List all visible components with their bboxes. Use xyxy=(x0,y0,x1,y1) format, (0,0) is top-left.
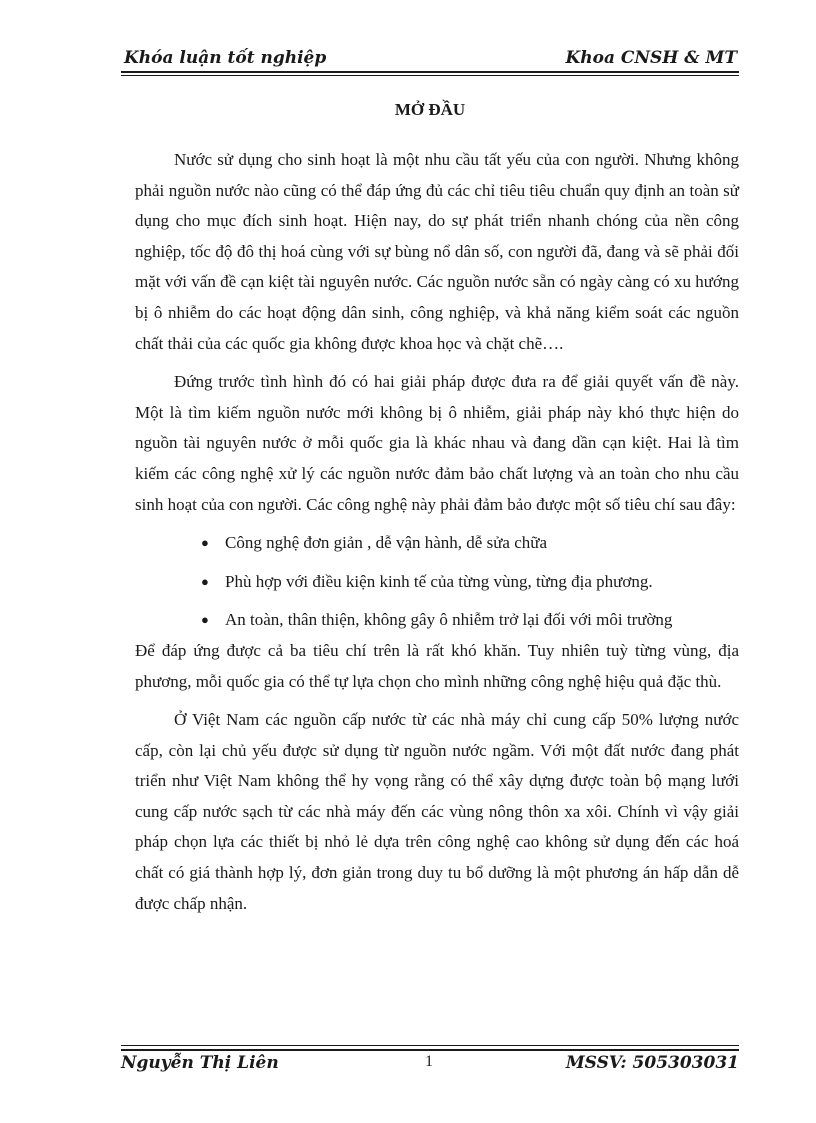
criteria-list xyxy=(135,528,739,636)
bullet-icon: ● xyxy=(201,612,209,628)
page-footer xyxy=(121,1053,739,1075)
list-item xyxy=(201,605,739,636)
section-title: MỞ ĐẦU xyxy=(394,100,466,119)
list-item xyxy=(201,528,739,559)
header-right-text: Khoa CNSH & MT xyxy=(565,48,737,68)
header-rule-thin xyxy=(121,75,739,76)
header-rule-thick xyxy=(121,71,739,73)
footer-student-id: MSSV: 505303031 xyxy=(565,1053,739,1073)
header-left-text: Khóa luận tốt nghiệp xyxy=(124,48,327,68)
page-header xyxy=(121,48,739,70)
footer-author: Nguyễn Thị Liên xyxy=(121,1053,279,1073)
bullet-icon: ● xyxy=(201,573,209,589)
paragraph-3: Để đáp ứng được cả ba tiêu chí trên là rất khó khăn. Tuy nhiên tuỳ từng vùng, địa phương, mỗi quốc gia có thể tự lựa chọn cho mình những công nghệ hiệu quả đặc thù. xyxy=(135,640,739,691)
list-item xyxy=(201,567,739,598)
list-item-text: Phù hợp với điều kiện kinh tế của từng vùng, từng địa phương. xyxy=(225,571,653,591)
paragraph-2: Đứng trước tình hình đó có hai giải pháp được đưa ra để giải quyết vấn đề này. Một là tìm kiếm nguồn nước mới không bị ô nhiễm, giải pháp này khó thực hiện do nguồn tài nguyên nước ở mỗi quốc gia là khác nhau và đang dần cạn kiệt. Hai là tìm kiếm các công nghệ xử lý các nguồn nước đảm bảo chất lượng và an toàn cho nhu cầu sinh hoạt của con người. Các công nghệ này phải đảm bảo được một số tiêu chí sau đây: xyxy=(135,372,739,514)
bullet-icon: ● xyxy=(201,535,209,551)
list-item-text: An toàn, thân thiện, không gây ô nhiễm trở lại đối với môi trường xyxy=(225,610,673,630)
paragraph-4: Ở Việt Nam các nguồn cấp nước từ các nhà máy chỉ cung cấp 50% lượng nước cấp, còn lại chủ yếu được sử dụng từ nguồn nước ngầm. Với một đất nước đang phát triển như Việt Nam không thể hy vọng rằng có thể xây dựng được toàn bộ mạng lưới cung cấp nước sạch từ các nhà máy đến các vùng nông thôn xa xôi. Chính vì vậy giải pháp chọn lựa các thiết bị nhỏ lẻ dựa trên công nghệ cao không sử dụng đến các hoá chất có giá thành hợp lý, đơn giản trong duy tu bổ dưỡng là một phương án hấp dẫn dễ được chấp nhận. xyxy=(135,710,739,913)
footer-rule-thin xyxy=(121,1045,739,1046)
list-item-text: Công nghệ đơn giản , dễ vận hành, dễ sửa chữa xyxy=(225,533,548,553)
paragraph-1: Nước sử dụng cho sinh hoạt là một nhu cầu tất yếu của con người. Nhưng không phải nguồn nước nào cũng có thể đáp ứng đủ các chỉ tiêu tiêu chuẩn quy định an toàn sử dụng cho mục đích sinh hoạt. Hiện nay, do sự phát triển nhanh chóng của nền công nghiệp, tốc độ đô thị hoá cùng với sự bùng nổ dân số, con người đã, đang và sẽ phải đối mặt với vấn đề cạn kiệt tài nguyên nước. Các nguồn nước sẵn có ngày càng có xu hướng bị ô nhiễm do các hoạt động dân sinh, công nghiệp, và khả năng kiểm soát các nguồn chất thải của các quốc gia không được khoa học và chặt chẽ…. xyxy=(135,150,739,353)
body-text xyxy=(135,145,739,927)
footer-rule-thick xyxy=(121,1049,739,1051)
page-number: 1 xyxy=(425,1053,433,1070)
